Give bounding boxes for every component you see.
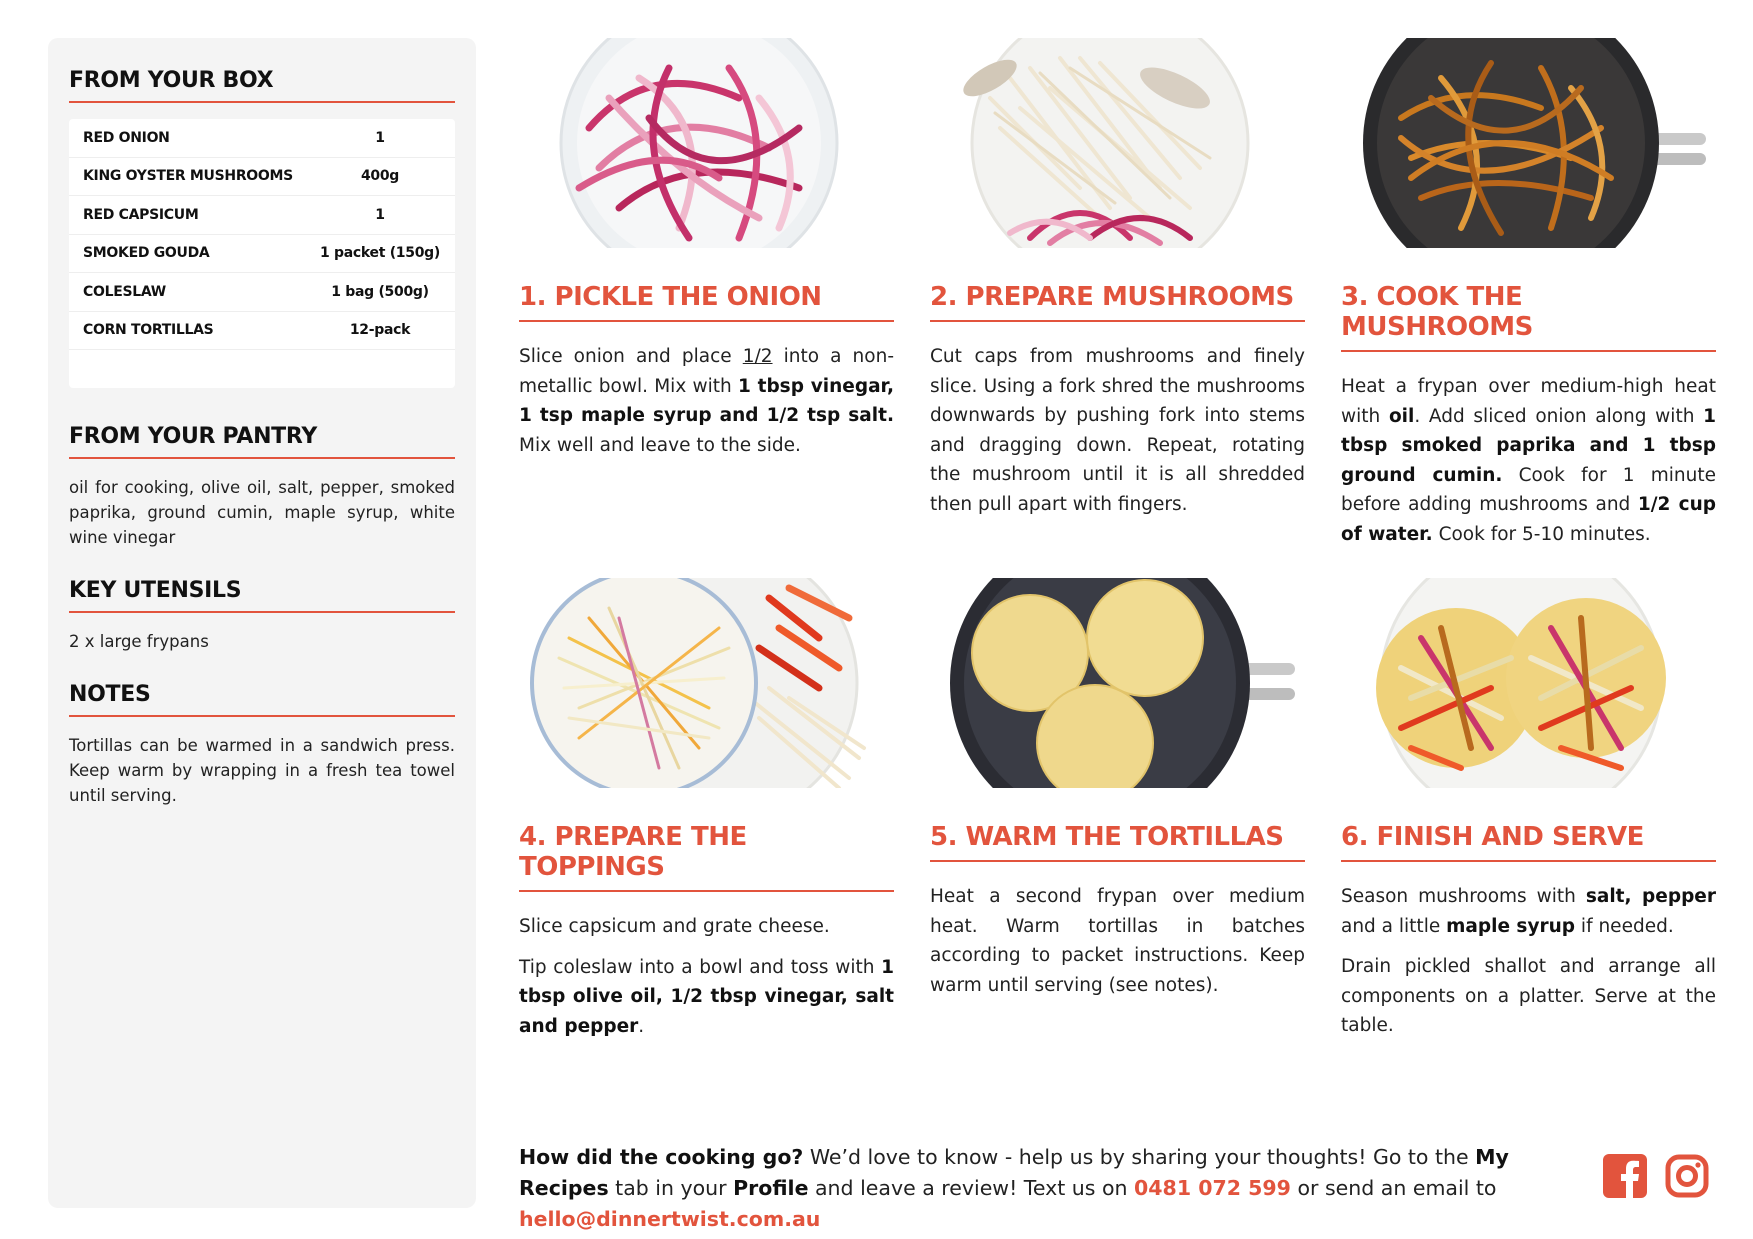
step-4-text-a: Tip coleslaw into a bowl and toss with: [519, 956, 882, 978]
instagram-icon[interactable]: [1665, 1154, 1709, 1202]
footer-question: How did the cooking go?: [519, 1145, 804, 1169]
step-1-text-bold: 1 tbsp vinegar, 1 tsp maple syrup and 1/2 tsp salt.: [519, 375, 894, 426]
step-3-text-d: Cook for 5-10 minutes.: [1432, 523, 1651, 545]
feedback-footer: [519, 1142, 1579, 1235]
footer-text-2: tab in your: [608, 1176, 734, 1200]
step-6-text-2: Drain pickled shallot and arrange all components on a platter. Serve at the table.: [1341, 956, 1716, 1036]
ingredient-qty: 1 packet (150g): [320, 245, 440, 262]
step-6-text-c: if needed.: [1575, 915, 1674, 937]
step-6-bold-1: salt, pepper: [1585, 886, 1716, 907]
table-row: [69, 312, 455, 351]
table-row: [69, 119, 455, 158]
step-4-text-b: .: [638, 1015, 645, 1037]
step-6-photo: [1341, 578, 1716, 788]
notes-heading: NOTES: [69, 682, 455, 717]
facebook-icon[interactable]: [1603, 1154, 1647, 1202]
step-3-text-a: Heat a frypan over medium-high heat with: [1341, 376, 1716, 427]
key-utensils-heading: KEY UTENSILS: [69, 578, 455, 613]
my-recipes-label: My Recipes: [519, 1145, 1509, 1200]
ingredient-qty: 1: [375, 206, 385, 223]
step-6-body: [1341, 882, 1716, 1041]
step-1-text-underline: 1/2: [742, 346, 773, 367]
sidebar: [48, 38, 476, 1208]
step-3-photo: [1341, 38, 1716, 248]
step-4-text-1: Slice capsicum and grate cheese.: [519, 916, 830, 937]
table-row: [69, 273, 455, 312]
ingredient-name: CORN TORTILLAS: [83, 322, 214, 339]
step-1-title: 1. PICKLE THE ONION: [519, 282, 894, 322]
step-4-bold: 1 tbsp olive oil, 1/2 tbsp vinegar, salt and pepper: [519, 956, 894, 1037]
step-2-text: Cut caps from mushrooms and finely slice. Using a fork shred the mushrooms downwards by pushing fork into stems and dragging down. Repeat, rotating the mushroom until it is all shredded then pull apart with fingers.: [930, 346, 1305, 515]
ingredient-qty: 1: [375, 129, 385, 146]
phone-link[interactable]: 0481 072 599: [1134, 1176, 1291, 1200]
step-1-text-c: Mix well and leave to the side.: [519, 434, 801, 456]
step-3-title: 3. COOK THE MUSHROOMS: [1341, 282, 1716, 352]
step-3: [1341, 38, 1716, 560]
step-5-text: Heat a second frypan over medium heat. Warm tortillas in batches according to packet instructions. Keep warm until serving (see notes).: [930, 886, 1305, 996]
email-link[interactable]: hello@dinnertwist.com.au: [519, 1207, 821, 1231]
step-3-body: [1341, 372, 1716, 549]
social-links: [1603, 1154, 1709, 1202]
ingredient-name: KING OYSTER MUSHROOMS: [83, 168, 293, 185]
ingredient-qty: 400g: [360, 168, 400, 185]
pantry-text: oil for cooking, olive oil, salt, pepper, smoked paprika, ground cumin, maple syrup, white wine vinegar: [69, 478, 455, 547]
box-ingredients-table: [69, 119, 455, 388]
ingredient-name: RED ONION: [83, 129, 170, 146]
step-6-title: 6. FINISH AND SERVE: [1341, 822, 1716, 862]
step-2-title: 2. PREPARE MUSHROOMS: [930, 282, 1305, 322]
utensils-text: 2 x large frypans: [69, 632, 209, 651]
table-row: [69, 235, 455, 274]
step-5-photo: [930, 578, 1305, 788]
ingredient-name: RED CAPSICUM: [83, 206, 199, 223]
step-3-text-b: . Add sliced onion along with: [1414, 405, 1704, 427]
step-5: [930, 578, 1305, 1011]
footer-text-4: or send an email to: [1290, 1176, 1497, 1200]
step-4: [519, 578, 894, 1052]
profile-label: Profile: [733, 1176, 809, 1200]
step-5-body: [930, 882, 1305, 1000]
footer-text-3: and leave a review! Text us on: [808, 1176, 1135, 1200]
step-1: [519, 38, 894, 471]
step-1-text-b: into a non-metallic bowl. Mix with: [519, 346, 894, 397]
step-6-text-b: and a little: [1341, 915, 1447, 937]
footer-text-1: We’d love to know - help us by sharing your thoughts! Go to the: [803, 1145, 1476, 1169]
step-3-bold-2: 1 tbsp smoked paprika and 1 tbsp ground cumin.: [1341, 405, 1716, 486]
step-2-photo: [930, 38, 1305, 248]
step-6-text-a: Season mushrooms with: [1341, 886, 1586, 907]
step-4-title: 4. PREPARE THE TOPPINGS: [519, 822, 894, 892]
step-3-text-c: Cook for 1 minute before adding mushrooms and: [1341, 464, 1717, 515]
from-your-pantry-heading: FROM YOUR PANTRY: [69, 424, 455, 459]
table-empty-row: [69, 350, 455, 388]
notes-text: Tortillas can be warmed in a sandwich press. Keep warm by wrapping in a fresh tea towel until serving.: [69, 736, 455, 805]
ingredient-qty: 1 bag (500g): [331, 283, 429, 300]
table-row: [69, 158, 455, 197]
ingredient-qty: 12-pack: [349, 322, 411, 339]
step-1-photo: [519, 38, 894, 248]
step-2-body: [930, 342, 1305, 519]
step-6-bold-2: maple syrup: [1446, 915, 1576, 937]
step-3-bold-1: oil: [1388, 405, 1415, 427]
step-2: [930, 38, 1305, 530]
step-1-text-a: Slice onion and place: [519, 346, 743, 367]
ingredient-name: COLESLAW: [83, 283, 166, 300]
ingredient-name: SMOKED GOUDA: [83, 245, 210, 262]
step-1-body: [519, 342, 894, 460]
step-4-photo: [519, 578, 894, 788]
step-4-body: [519, 912, 894, 1041]
step-5-title: 5. WARM THE TORTILLAS: [930, 822, 1305, 862]
step-3-bold-3: 1/2 cup of water.: [1341, 494, 1716, 545]
from-your-box-heading: FROM YOUR BOX: [69, 68, 455, 103]
table-row: [69, 196, 455, 235]
step-6: [1341, 578, 1716, 1052]
